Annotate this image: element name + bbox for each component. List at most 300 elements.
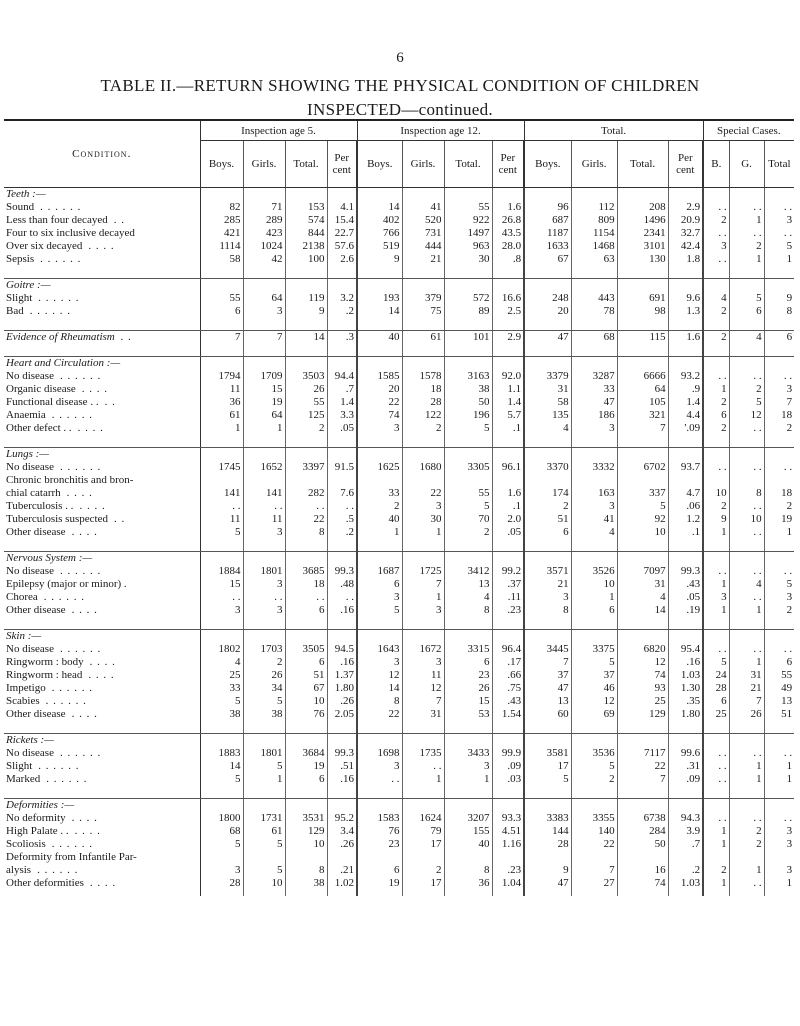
cell-value: .7 <box>327 383 357 396</box>
section-title: Skin :— <box>6 630 42 642</box>
table-row <box>4 864 794 877</box>
table-row <box>4 760 794 773</box>
cell-value: 6820 <box>617 643 668 656</box>
col-header-boys: Boys. <box>200 141 243 188</box>
row-label-text: No disease <box>6 370 54 382</box>
cell-value: 3 <box>243 604 285 617</box>
row-label-text: Bad <box>6 305 24 317</box>
cell-value: 1 <box>786 760 793 772</box>
row-label <box>4 747 200 760</box>
cell-value: 3536 <box>571 747 617 760</box>
row-label <box>4 695 200 708</box>
cell-value: . . <box>327 500 357 513</box>
cell-value: . . <box>703 643 729 656</box>
cell-value: 1585 <box>357 370 402 383</box>
cell-value: 2 <box>729 383 764 396</box>
cell-value: 155 <box>444 825 492 838</box>
cell-value: 1.30 <box>668 682 703 695</box>
cell-value: .5 <box>327 513 357 526</box>
cell-value: 28 <box>402 396 444 409</box>
cell-value: 289 <box>243 214 285 227</box>
cell-value: . . <box>729 591 764 604</box>
cell-value <box>285 474 327 487</box>
empty-cell <box>571 552 617 566</box>
empty-cell <box>357 188 402 202</box>
empty-cell <box>285 279 327 293</box>
row-label-text: Chronic bronchitis and bron- <box>6 474 134 486</box>
table-row <box>4 656 794 669</box>
cell-value: 1114 <box>200 240 243 253</box>
cell-value: 19 <box>781 513 793 525</box>
cell-value: 5 <box>243 695 285 708</box>
cell-value: 3 <box>357 760 402 773</box>
empty-cell <box>668 188 703 202</box>
cell-value: 5 <box>357 604 402 617</box>
leader-dots: . . . . <box>88 240 115 252</box>
cell-value: 112 <box>571 201 617 214</box>
cell-value: 21 <box>729 682 764 695</box>
cell-value: 55 <box>444 201 492 214</box>
cell-value <box>285 851 327 864</box>
empty-cell <box>285 448 327 462</box>
cell-value: 2 <box>571 773 617 786</box>
cell-value: 520 <box>402 214 444 227</box>
cell-value: 19 <box>357 877 402 890</box>
cell-value: 36 <box>444 877 492 890</box>
row-label-text: Scabies <box>6 695 40 707</box>
section-heading <box>4 630 200 644</box>
empty-cell <box>444 188 492 202</box>
cell-value: 3 <box>786 825 793 837</box>
cell-value: 40 <box>357 331 402 345</box>
row-label-text: Epilepsy (major or minor) . <box>6 578 127 590</box>
cell-value: 3 <box>786 838 793 850</box>
cell-value: . . <box>729 526 764 539</box>
cell-value: 2 <box>524 500 571 513</box>
row-label-text: Other disease <box>6 604 66 616</box>
cell-value: 79 <box>402 825 444 838</box>
cell-value: 19 <box>243 396 285 409</box>
table-row <box>4 513 794 526</box>
cell-value: 18 <box>285 578 327 591</box>
cell-value: 20.9 <box>668 214 703 227</box>
cell-value <box>703 474 729 487</box>
cell-value: 7117 <box>617 747 668 760</box>
cell-value: 321 <box>617 409 668 422</box>
cell-value: 2.6 <box>327 253 357 266</box>
empty-cell <box>492 799 524 813</box>
cell-value: 3163 <box>444 370 492 383</box>
cell-value: 141 <box>243 487 285 500</box>
leader-dots: . . . . <box>71 708 98 720</box>
row-label-text: Other deformities <box>6 877 84 889</box>
cell-value: .43 <box>668 578 703 591</box>
cell-value: 3379 <box>524 370 571 383</box>
leader-dots: . . . . . . <box>51 682 93 694</box>
table-row <box>4 578 794 591</box>
empty-cell <box>200 448 243 462</box>
empty-cell <box>285 552 327 566</box>
cell-value: 51 <box>285 669 327 682</box>
empty-cell <box>402 734 444 748</box>
cell-value: 2 <box>703 422 729 435</box>
table-header <box>4 120 794 188</box>
cell-value: 3 <box>357 591 402 604</box>
cell-value: 2.0 <box>492 513 524 526</box>
cell-value: 30 <box>444 253 492 266</box>
leader-dots: . . . . . . <box>51 838 93 850</box>
cell-value: 9 <box>786 292 793 304</box>
cell-value: 38 <box>444 383 492 396</box>
cell-value: 64 <box>617 383 668 396</box>
cell-value: 3305 <box>444 461 492 474</box>
cell-value: . . <box>703 201 729 214</box>
cell-value: 1.04 <box>492 877 524 890</box>
section-heading-row <box>4 448 794 462</box>
cell-value: . . <box>783 565 793 577</box>
cell-value: 3 <box>357 422 402 435</box>
section-heading-row <box>4 734 794 748</box>
row-label-text: Impetigo <box>6 682 46 694</box>
row-label <box>4 227 200 240</box>
empty-cell <box>571 279 617 293</box>
cell-value: 76 <box>285 708 327 721</box>
empty-cell <box>703 552 729 566</box>
cell-value <box>571 851 617 864</box>
cell-value: 1.3 <box>668 305 703 318</box>
cell-value: 94.3 <box>668 812 703 825</box>
cell-value: 8 <box>285 526 327 539</box>
cell-value: 14 <box>285 331 327 345</box>
row-label-text: No disease <box>6 747 54 759</box>
cell-value: 42 <box>243 253 285 266</box>
cell-value: 7 <box>243 331 285 345</box>
empty-cell <box>200 890 243 896</box>
row-label-text: Less than four decayed <box>6 214 108 226</box>
row-label-text: Slight <box>6 760 33 772</box>
cell-value: .19 <box>668 604 703 617</box>
cell-value: .23 <box>492 864 524 877</box>
empty-cell <box>357 552 402 566</box>
table-row <box>4 838 794 851</box>
cell-value: 15.4 <box>327 214 357 227</box>
cell-value: 402 <box>357 214 402 227</box>
cell-value: 129 <box>285 825 327 838</box>
cell-value: 1.37 <box>327 669 357 682</box>
leader-dots: . . . . . . <box>59 461 102 473</box>
empty-cell <box>764 734 794 748</box>
cell-value: .8 <box>492 253 524 266</box>
section-heading-row <box>4 357 794 371</box>
cell-value: 2 <box>703 500 729 513</box>
table-row <box>4 240 794 253</box>
empty-cell <box>200 188 243 202</box>
cell-value: 163 <box>571 487 617 500</box>
cell-value: 43.5 <box>492 227 524 240</box>
cell-value: 4 <box>524 422 571 435</box>
cell-value: .1 <box>668 526 703 539</box>
cell-value: 1 <box>729 864 764 877</box>
cell-value: 731 <box>402 227 444 240</box>
cell-value: 3433 <box>444 747 492 760</box>
empty-cell <box>617 734 668 748</box>
cell-value: 1 <box>729 214 764 227</box>
empty-cell <box>524 357 571 371</box>
cell-value: 444 <box>402 240 444 253</box>
cell-value: 2 <box>243 656 285 669</box>
cell-value: . . <box>729 812 764 825</box>
cell-value: 89 <box>444 305 492 318</box>
cell-value: 193 <box>357 292 402 305</box>
cell-value <box>524 851 571 864</box>
cell-value: 5 <box>786 240 793 252</box>
empty-cell <box>703 799 729 813</box>
cell-value: 16.6 <box>492 292 524 305</box>
cell-value: 98 <box>617 305 668 318</box>
empty-cell <box>327 552 357 566</box>
cell-value: 33 <box>200 682 243 695</box>
cell-value: 4 <box>617 591 668 604</box>
cell-value: 4 <box>729 331 764 345</box>
cell-value: 47 <box>571 396 617 409</box>
cell-value: 119 <box>285 292 327 305</box>
cell-value: 38 <box>285 877 327 890</box>
cell-value: 2 <box>786 422 793 434</box>
cell-value <box>668 851 703 864</box>
empty-cell <box>729 552 764 566</box>
cell-value <box>357 851 402 864</box>
table-row <box>4 500 794 513</box>
cell-value: . . <box>703 461 729 474</box>
row-label <box>4 877 200 890</box>
cell-value: 4 <box>703 292 729 305</box>
cell-value: 2341 <box>617 227 668 240</box>
cell-value: 3 <box>243 578 285 591</box>
cell-value: 5 <box>571 760 617 773</box>
empty-cell <box>492 734 524 748</box>
leader-dots: . . . . . . <box>59 370 102 382</box>
cell-value: 3 <box>703 240 729 253</box>
cell-value: 92 <box>617 513 668 526</box>
cell-value: 26 <box>243 669 285 682</box>
cell-value: 1.4 <box>668 396 703 409</box>
cell-value: 4.4 <box>668 409 703 422</box>
cell-value: 3 <box>571 422 617 435</box>
cell-value: 1.80 <box>668 708 703 721</box>
cell-value: 1800 <box>200 812 243 825</box>
cell-value <box>327 851 357 864</box>
cell-value: 21 <box>524 578 571 591</box>
cell-value: 3.4 <box>327 825 357 838</box>
cell-value: 1801 <box>243 747 285 760</box>
cell-value: 2 <box>703 331 729 345</box>
cell-value: .1 <box>492 422 524 435</box>
cell-value: .16 <box>327 656 357 669</box>
cell-value <box>703 851 729 864</box>
cell-value: 67 <box>285 682 327 695</box>
row-label-text: Tuberculosis suspected <box>6 513 108 525</box>
empty-cell <box>243 188 285 202</box>
cell-value: 766 <box>357 227 402 240</box>
row-label-text: Over six decayed <box>6 240 83 252</box>
row-label-text: Scoliosis <box>6 838 46 850</box>
cell-value: 5 <box>243 838 285 851</box>
cell-value: 31 <box>617 578 668 591</box>
cell-value: 58 <box>524 396 571 409</box>
cell-value <box>617 851 668 864</box>
row-label-text: Marked <box>6 773 41 785</box>
cell-value: 2.05 <box>327 708 357 721</box>
cell-value: 3.2 <box>327 292 357 305</box>
row-label <box>4 604 200 617</box>
cell-value: 36 <box>200 396 243 409</box>
cell-value: 10 <box>617 526 668 539</box>
cell-value: 38 <box>200 708 243 721</box>
empty-cell <box>357 890 402 896</box>
cell-value: 13 <box>524 695 571 708</box>
empty-cell <box>729 188 764 202</box>
empty-cell <box>524 279 571 293</box>
section-heading <box>4 552 200 566</box>
cell-value: 6 <box>444 656 492 669</box>
empty-cell <box>617 188 668 202</box>
cell-value: 2.9 <box>492 331 524 345</box>
cell-value: 19 <box>285 760 327 773</box>
cell-value: 68 <box>571 331 617 345</box>
cell-value <box>327 474 357 487</box>
cell-value: 5 <box>200 526 243 539</box>
cell-value: 3 <box>444 760 492 773</box>
empty-cell <box>617 890 668 896</box>
cell-value: 1496 <box>617 214 668 227</box>
cell-value: 1680 <box>402 461 444 474</box>
cell-value: 4 <box>729 578 764 591</box>
cell-value: .37 <box>492 578 524 591</box>
cell-value: 1583 <box>357 812 402 825</box>
cell-value: 74 <box>617 669 668 682</box>
cell-value: 3101 <box>617 240 668 253</box>
cell-value: 20 <box>357 383 402 396</box>
table-row <box>4 643 794 656</box>
empty-cell <box>285 630 327 644</box>
cell-value: 99.3 <box>327 747 357 760</box>
cell-value: 2 <box>444 526 492 539</box>
leader-dots: . . <box>120 331 132 343</box>
cell-value: 1709 <box>243 370 285 383</box>
cell-value: 2 <box>285 422 327 435</box>
empty-cell <box>402 448 444 462</box>
row-label <box>4 643 200 656</box>
section-heading <box>4 331 200 345</box>
cell-value: 6738 <box>617 812 668 825</box>
cell-value: 5 <box>703 656 729 669</box>
cell-value: 10 <box>729 513 764 526</box>
cell-value: .03 <box>492 773 524 786</box>
cell-value: 5 <box>200 838 243 851</box>
cell-value: .2 <box>668 864 703 877</box>
cell-value: 12 <box>357 669 402 682</box>
cell-value: .35 <box>668 695 703 708</box>
cell-value: 47 <box>524 331 571 345</box>
cell-value: 1 <box>786 773 793 785</box>
cell-value: 3 <box>357 656 402 669</box>
section-heading-row <box>4 279 794 293</box>
cell-value: . . <box>729 643 764 656</box>
cell-value: 2 <box>786 500 793 512</box>
cell-value: 6 <box>357 864 402 877</box>
leader-dots: . . <box>104 396 116 408</box>
empty-cell <box>703 448 729 462</box>
empty-cell <box>571 357 617 371</box>
row-label-text: No deformity <box>6 812 66 824</box>
cell-value: 2 <box>703 864 729 877</box>
cell-value: 28.0 <box>492 240 524 253</box>
row-label-text: Ringworm : body <box>6 656 84 668</box>
empty-cell <box>243 552 285 566</box>
col-header-girls: Girls. <box>243 141 285 188</box>
cell-value: 7 <box>729 695 764 708</box>
empty-cell <box>571 734 617 748</box>
cell-value: 1 <box>729 604 764 617</box>
cell-value <box>492 474 524 487</box>
cell-value: 5 <box>617 500 668 513</box>
cell-value: 7 <box>617 773 668 786</box>
cell-value: 14 <box>617 604 668 617</box>
col-header-girls: Girls. <box>402 141 444 188</box>
cell-value: 4 <box>444 591 492 604</box>
cell-value: 8 <box>444 864 492 877</box>
table-row <box>4 591 794 604</box>
table-row <box>4 409 794 422</box>
row-label-text: Sepsis <box>6 253 35 265</box>
cell-value: 1154 <box>571 227 617 240</box>
cell-value: 31 <box>402 708 444 721</box>
cell-value: 3397 <box>285 461 327 474</box>
cell-value: 3287 <box>571 370 617 383</box>
cell-value: 61 <box>243 825 285 838</box>
leader-dots: . . . . . . <box>37 864 79 876</box>
empty-cell <box>524 734 571 748</box>
cell-value: 337 <box>617 487 668 500</box>
cell-value: . . <box>703 227 729 240</box>
cell-value: 285 <box>200 214 243 227</box>
cell-value: 33 <box>357 487 402 500</box>
cell-value: 196 <box>444 409 492 422</box>
cell-value: 11 <box>200 513 243 526</box>
cell-value: 1 <box>402 591 444 604</box>
empty-cell <box>402 799 444 813</box>
cell-value: 9.6 <box>668 292 703 305</box>
cell-value: 93 <box>617 682 668 695</box>
cell-value: 1 <box>703 526 729 539</box>
row-label-text: No disease <box>6 643 54 655</box>
table-row <box>4 604 794 617</box>
row-label-text: No disease <box>6 565 54 577</box>
table-title <box>0 74 800 122</box>
row-label <box>4 461 200 474</box>
empty-cell <box>327 630 357 644</box>
cell-value: 37 <box>524 669 571 682</box>
cell-value: 93.3 <box>492 812 524 825</box>
cell-value: . . <box>402 760 444 773</box>
cell-value: 6 <box>703 695 729 708</box>
row-label-text: Four to six inclusive decayed <box>6 227 135 239</box>
cell-value: 74 <box>357 409 402 422</box>
cell-value: 94.5 <box>327 643 357 656</box>
cell-value: 99.2 <box>492 565 524 578</box>
row-label <box>4 396 200 409</box>
cell-value: 7097 <box>617 565 668 578</box>
